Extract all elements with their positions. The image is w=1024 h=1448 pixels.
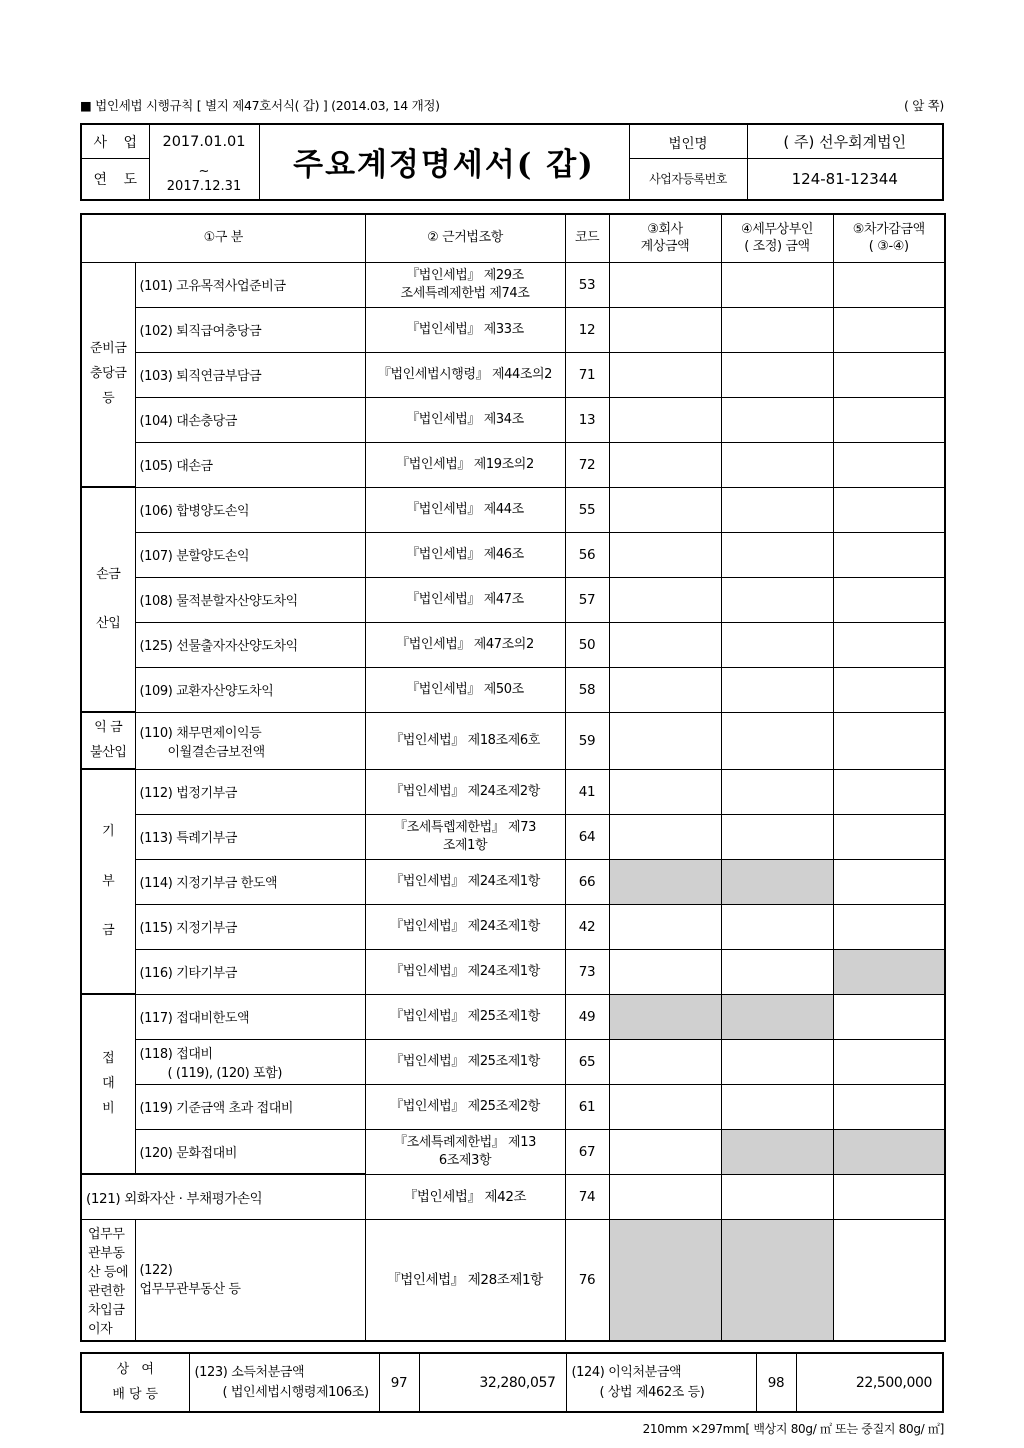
row-item-label: (110) 채무면제이익등 이월결손금보전액 [135,712,365,769]
row-group-label: 준비금 충당금 등 [81,262,135,487]
row-net-amount[interactable] [833,712,945,769]
title-header-table [80,123,944,201]
row-item-label: (114) 지정기부금 한도액 [135,859,365,904]
row-item-label: (106) 합병양도손익 [135,487,365,532]
income-disposition-value[interactable]: 32,280,057 [419,1353,566,1412]
row-net-amount[interactable] [833,814,945,859]
biz-no-label: 사업자등록번호 [629,159,747,200]
row-company-amount[interactable] [609,712,721,769]
row-code: 55 [565,487,609,532]
row-tax-adjust-amount [721,859,833,904]
row-code: 50 [565,622,609,667]
row-law-reference: 『법인세법』 제47조 [365,577,565,622]
row-code: 73 [565,949,609,994]
row-item-label: (105) 대손금 [135,442,365,487]
row-net-amount[interactable] [833,262,945,307]
col-header-net [833,214,945,263]
table-row [81,1039,945,1084]
row-tax-adjust-amount[interactable] [721,307,833,352]
row-tax-adjust-amount[interactable] [721,577,833,622]
row-law-reference: 『법인세법』 제25조제1항 [365,1039,565,1084]
row-net-amount[interactable] [833,577,945,622]
row-item-label: (119) 기준금액 초과 접대비 [135,1084,365,1129]
row-net-amount[interactable] [833,904,945,949]
row-company-amount[interactable] [609,904,721,949]
row-law-reference: 『법인세법』 제46조 [365,532,565,577]
profit-disposition-value[interactable]: 22,500,000 [796,1353,943,1412]
profit-disposition-name-l1: (124) 이익처분금액 [571,1365,682,1381]
table-row [81,859,945,904]
row-code: 76 [565,1219,609,1341]
table-row [81,994,945,1039]
table-row [81,814,945,859]
row-code: 57 [565,577,609,622]
row-company-amount[interactable] [609,532,721,577]
row-tax-adjust-amount[interactable] [721,904,833,949]
row-group-label: 손금 산입 [81,487,135,712]
col-header-company-amount-l2: 계상금액 [640,239,690,255]
row-item-label: (118) 접대비 ( (119), (120) 포함) [135,1039,365,1084]
row-net-amount[interactable] [833,1174,945,1219]
income-disposition-code: 97 [379,1353,419,1412]
row-law-reference: 『조세특롑제한법』 제73 조제1항 [365,814,565,859]
table-row [81,1129,945,1174]
row-item-label: (120) 문화접대비 [135,1129,365,1174]
row-tax-adjust-amount [721,994,833,1039]
row-item-label: (108) 물적분할자산양도차익 [135,577,365,622]
row-net-amount[interactable] [833,1039,945,1084]
table-row [81,667,945,712]
row-company-amount[interactable] [609,622,721,667]
table-row [81,622,945,667]
col-header-tax-adjust [721,214,833,263]
row-group-label-122: 업무무관부동산 등에 관련한 차입금이자 [81,1219,135,1341]
row-company-amount[interactable] [609,352,721,397]
row-net-amount[interactable] [833,667,945,712]
row-item-label: (122) 업무무관부동산 등 [135,1219,365,1341]
income-disposition-name-l2: ( 법인세법시행령제106조) [222,1384,369,1400]
row-tax-adjust-amount[interactable] [721,397,833,442]
row-item-label: (117) 접대비한도액 [135,994,365,1039]
table-row [81,532,945,577]
row-company-amount [609,994,721,1039]
row-net-amount[interactable] [833,1084,945,1129]
row-tax-adjust-amount[interactable] [721,352,833,397]
row-item-label: (102) 퇴직급여충당금 [135,307,365,352]
row-tax-adjust-amount[interactable] [721,442,833,487]
col-header-net-l2: ( ③-④) [868,239,909,255]
row-net-amount[interactable] [833,622,945,667]
row-item-label: (109) 교환자산양도차익 [135,667,365,712]
period-start: 2017.01.01 [149,124,259,159]
row-code: 41 [565,769,609,814]
row-law-reference: 『법인세법』 제33조 [365,307,565,352]
row-item-label: (107) 분할양도손익 [135,532,365,577]
row-tax-adjust-amount[interactable] [721,262,833,307]
period-tilde: ~ [198,163,210,179]
corp-name-value: ( 주) 선우회계법인 [747,124,943,159]
page-title: 주요계정명세서( 갑) [259,124,629,200]
row-tax-adjust-amount [721,1129,833,1174]
row-law-reference: 『법인세법』 제47조의2 [365,622,565,667]
row-company-amount[interactable] [609,487,721,532]
period-label-2: 연 도 [81,159,149,200]
row-net-amount[interactable] [833,994,945,1039]
row-company-amount [609,1219,721,1341]
row-company-amount[interactable] [609,307,721,352]
table-row [81,949,945,994]
table-header-row [81,214,945,263]
table-row-122 [81,1219,945,1341]
row-item-label: (115) 지정기부금 [135,904,365,949]
row-law-reference: 『법인세법』 제18조제6호 [365,712,565,769]
row-item-label: (116) 기타기부금 [135,949,365,994]
row-code: 58 [565,667,609,712]
table-row [81,712,945,769]
row-tax-adjust-amount[interactable] [721,1174,833,1219]
row-tax-adjust-amount[interactable] [721,622,833,667]
row-company-amount[interactable] [609,397,721,442]
disposition-group-label-l2: 배당등 [112,1386,163,1402]
period-end [149,159,259,200]
row-code: 13 [565,397,609,442]
row-law-reference: 『법인세법』 제24조제1항 [365,904,565,949]
row-law-reference: 『법인세법』 제50조 [365,667,565,712]
row-tax-adjust-amount[interactable] [721,814,833,859]
profit-disposition-code: 98 [756,1353,796,1412]
row-item-label: (121) 외화자산 · 부채평가손익 [81,1174,365,1219]
biz-no-value: 124-81-12344 [747,159,943,200]
row-item-label: (112) 법정기부금 [135,769,365,814]
income-disposition-name [189,1353,379,1412]
row-net-amount[interactable] [833,397,945,442]
row-net-amount[interactable] [833,769,945,814]
regulation-note: ■ 법인세법 시행규칙 [ 별지 제47호서식( 갑) ] (2014.03, 14 개정) [80,98,440,113]
col-header-division: ①구 분 [81,214,365,263]
col-header-company-amount-l1: ③회사 [647,221,683,237]
row-company-amount[interactable] [609,814,721,859]
accounts-rows [81,262,945,1341]
period-label-1: 사 업 [81,124,149,159]
row-code: 12 [565,307,609,352]
row-law-reference: 『법인세법』 제29조 조세특례제한법 제74조 [365,262,565,307]
row-code: 65 [565,1039,609,1084]
profit-disposition-name-l2: ( 상법 제462조 등) [599,1384,705,1400]
row-net-amount[interactable] [833,307,945,352]
row-code: 59 [565,712,609,769]
row-company-amount[interactable] [609,442,721,487]
row-law-reference: 『법인세법』 제24조제1항 [365,859,565,904]
row-tax-adjust-amount[interactable] [721,1039,833,1084]
income-disposition-name-l1: (123) 소득처분금액 [194,1365,305,1381]
row-item-label: (104) 대손충당금 [135,397,365,442]
row-company-amount[interactable] [609,1129,721,1174]
accounts-table [80,213,946,1342]
row-net-amount[interactable] [833,442,945,487]
row-net-amount[interactable] [833,352,945,397]
paper-note: 210mm ×297mm[ 백상지 80g/ ㎡ 또는 중질지 80g/ ㎡] [642,1422,944,1437]
disposition-group-label-l1: 상 여 [116,1361,158,1377]
row-company-amount[interactable] [609,667,721,712]
table-row [81,1084,945,1129]
row-company-amount[interactable] [609,577,721,622]
row-tax-adjust-amount[interactable] [721,1084,833,1129]
profit-disposition-name [566,1353,756,1412]
row-net-amount [833,1129,945,1174]
row-code: 74 [565,1174,609,1219]
row-code: 49 [565,994,609,1039]
table-row [81,769,945,814]
row-code: 72 [565,442,609,487]
form-header-line [80,96,944,114]
table-row [81,904,945,949]
disposition-table [80,1352,944,1413]
table-row [81,262,945,307]
row-tax-adjust-amount[interactable] [721,712,833,769]
table-row [81,487,945,532]
row-net-amount[interactable] [833,859,945,904]
col-header-tax-adjust-l2: ( 조정) 금액 [744,239,810,255]
row-item-label: (103) 퇴직연금부담금 [135,352,365,397]
row-net-amount [833,949,945,994]
table-row [81,397,945,442]
col-header-code: 코드 [565,214,609,263]
row-company-amount[interactable] [609,1039,721,1084]
row-tax-adjust-amount[interactable] [721,769,833,814]
row-code: 56 [565,532,609,577]
col-header-tax-adjust-l1: ④세무상부인 [740,221,814,237]
page-mark: ( 앞 쪽) [903,98,944,113]
row-law-reference: 『법인세법』 제44조 [365,487,565,532]
row-company-amount[interactable] [609,949,721,994]
row-law-reference: 『법인세법시행령』 제44조의2 [365,352,565,397]
row-law-reference: 『조세특례제한법』 제13 6조제3항 [365,1129,565,1174]
row-company-amount[interactable] [609,262,721,307]
row-company-amount[interactable] [609,769,721,814]
row-company-amount[interactable] [609,1174,721,1219]
row-code: 61 [565,1084,609,1129]
row-code: 67 [565,1129,609,1174]
row-item-label: (101) 고유목적사업준비금 [135,262,365,307]
row-item-label: (125) 선물출자자산양도차익 [135,622,365,667]
row-law-reference: 『법인세법』 제24조제2항 [365,769,565,814]
col-header-company-amount [609,214,721,263]
row-company-amount [609,859,721,904]
row-net-amount[interactable] [833,532,945,577]
row-code: 64 [565,814,609,859]
row-tax-adjust-amount[interactable] [721,667,833,712]
row-code: 71 [565,352,609,397]
row-tax-adjust-amount[interactable] [721,487,833,532]
col-header-net-l1: ⑤차가감금액 [852,221,925,237]
row-law-reference: 『법인세법』 제28조제1항 [365,1219,565,1341]
row-tax-adjust-amount[interactable] [721,532,833,577]
row-tax-adjust-amount[interactable] [721,949,833,994]
row-law-reference: 『법인세법』 제19조의2 [365,442,565,487]
row-company-amount[interactable] [609,1084,721,1129]
row-law-reference: 『법인세법』 제24조제1항 [365,949,565,994]
row-tax-adjust-amount [721,1219,833,1341]
row-net-amount[interactable] [833,1219,945,1341]
disposition-group-label [81,1353,189,1412]
row-group-label: 접 대 비 [81,994,135,1174]
row-group-label: 기 부 금 [81,769,135,994]
row-law-reference: 『법인세법』 제25조제1항 [365,994,565,1039]
row-group-label: 익 금 불산입 [81,712,135,769]
row-law-reference: 『법인세법』 제42조 [365,1174,565,1219]
row-net-amount[interactable] [833,487,945,532]
period-end-value: 2017.12.31 [166,178,242,194]
table-row [81,577,945,622]
row-law-reference: 『법인세법』 제25조제2항 [365,1084,565,1129]
table-row [81,307,945,352]
table-row-121 [81,1174,945,1219]
row-code: 66 [565,859,609,904]
row-item-label: (113) 특례기부금 [135,814,365,859]
table-row [81,352,945,397]
corp-name-label: 법인명 [629,124,747,159]
row-law-reference: 『법인세법』 제34조 [365,397,565,442]
row-code: 53 [565,262,609,307]
table-row [81,442,945,487]
row-code: 42 [565,904,609,949]
col-header-law: ② 근거법조항 [365,214,565,263]
